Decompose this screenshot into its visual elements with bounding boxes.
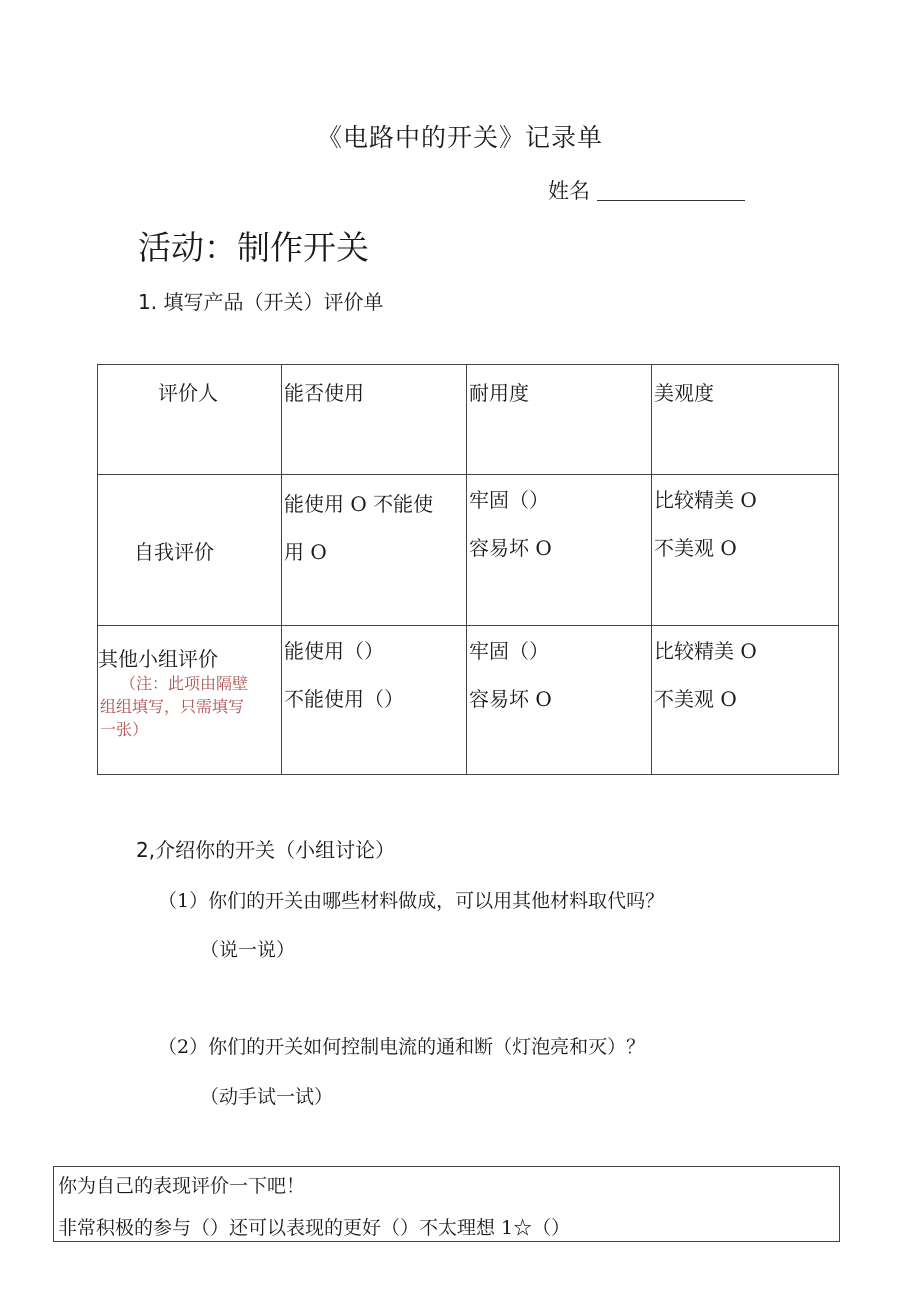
table-row <box>98 475 839 626</box>
question-2: （2）你们的开关如何控制电流的通和断（灯泡亮和灭）？ <box>158 1036 646 1058</box>
cell-line: 比较精美 O <box>654 488 757 512</box>
other-appearance-cell[interactable] <box>652 626 839 775</box>
table-row <box>98 626 839 775</box>
self-eval-prompt: 你为自己的表现评价一下吧！ <box>58 1175 306 1197</box>
header-label: 耐用度 <box>469 381 529 405</box>
cell-line: 不能使用（） <box>284 687 404 711</box>
self-usable-cell[interactable] <box>282 475 467 626</box>
cell-line: 牢固（） <box>469 639 549 663</box>
self-durability-cell[interactable] <box>467 475 652 626</box>
header-label: 能否使用 <box>284 381 364 405</box>
row-label: 其他小组评价 <box>98 647 218 671</box>
document-title: 《电路中的开关》记录单 <box>316 123 603 152</box>
header-appearance <box>652 365 839 475</box>
self-appearance-cell[interactable] <box>652 475 839 626</box>
header-evaluator <box>98 365 282 475</box>
activity-heading: 活动：制作开关 <box>138 228 369 267</box>
cell-line: 能使用（） <box>284 639 384 663</box>
cell-line: 牢固（） <box>469 488 549 512</box>
evaluation-table <box>97 364 839 775</box>
row-label: 自我评价 <box>134 539 214 564</box>
other-durability-cell[interactable] <box>467 626 652 775</box>
other-usable-cell[interactable] <box>282 626 467 775</box>
self-evaluation-box <box>53 1166 840 1242</box>
cell-line: 能使用 O 不能使 <box>284 492 434 516</box>
name-blank-line[interactable] <box>597 200 745 201</box>
cell-line: 容易坏 O <box>469 687 552 711</box>
header-durability <box>467 365 652 475</box>
name-label: 姓名 <box>548 179 590 203</box>
cell-line: 容易坏 O <box>469 536 552 560</box>
section2-heading: 2,介绍你的开关（小组讨论） <box>136 838 396 862</box>
cell-line: 比较精美 O <box>654 639 757 663</box>
cell-line: 不美观 O <box>654 536 737 560</box>
other-eval-label-cell <box>98 626 282 775</box>
table-header-row <box>98 365 839 475</box>
header-label: 美观度 <box>654 381 714 405</box>
header-usable <box>282 365 467 475</box>
note-line: 组组填写，只需填写 <box>100 697 245 716</box>
question-1: （1）你们的开关由哪些材料做成，可以用其他材料取代吗？ <box>158 890 665 912</box>
note-line: （注：此项由隔壁 <box>120 674 249 693</box>
self-eval-label-cell <box>98 475 282 626</box>
question-1-hint: （说一说） <box>200 939 296 961</box>
self-eval-options[interactable]: 非常积极的参与（）还可以表现的更好（）不太理想 1☆（） <box>58 1217 571 1239</box>
cell-line: 用 O <box>284 540 327 564</box>
question-2-hint: （动手试一试） <box>200 1086 334 1108</box>
note-line: 一张） <box>100 720 149 739</box>
header-label: 评价人 <box>158 381 218 405</box>
cell-line: 不美观 O <box>654 687 737 711</box>
section1-heading: 1. 填写产品（开关）评价单 <box>138 290 384 314</box>
